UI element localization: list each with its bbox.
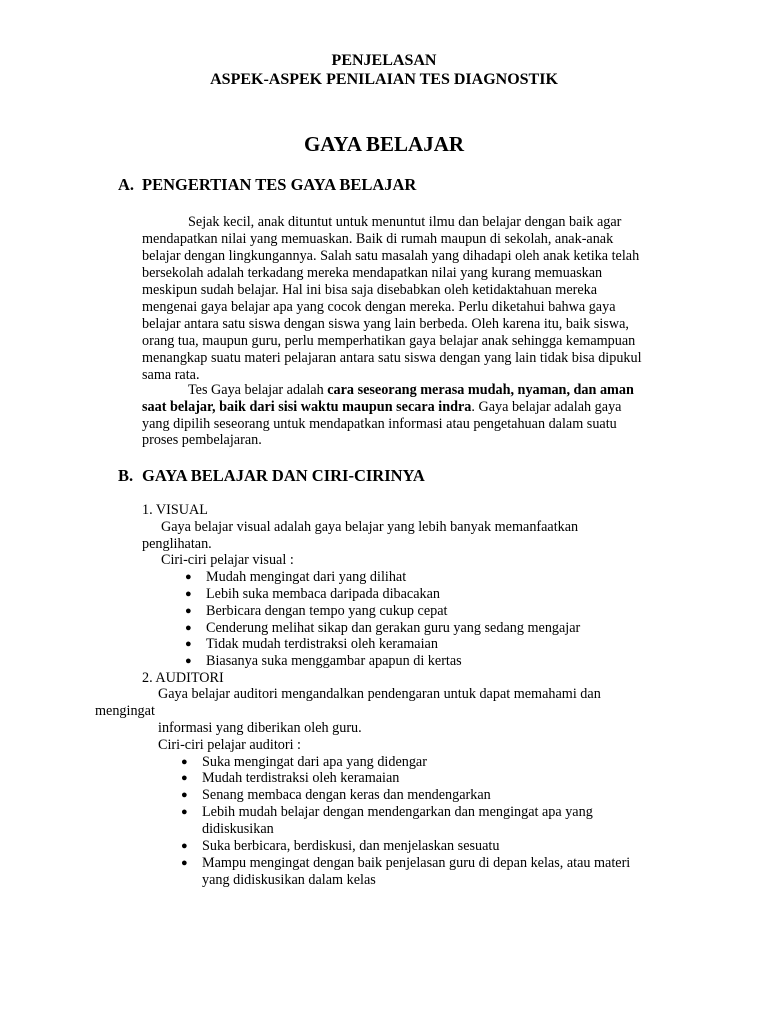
paragraph-a1-line: belajar dengan lingkungannya. Salah satu masalah yang dihadapi oleh anak ketika telah bbox=[142, 248, 640, 264]
paragraph-a1-line: bersekolah adalah terkadang mereka mendapatkan nilai yang kurang memuaskan bbox=[142, 265, 603, 281]
section-b-letter: B. bbox=[118, 466, 134, 485]
section-b-title: GAYA BELAJAR DAN CIRI-CIRINYA bbox=[142, 466, 425, 485]
list-item-continuation: yang didiskusikan dalam kelas bbox=[202, 872, 376, 888]
section-a-letter: A. bbox=[118, 175, 135, 194]
paragraph-a1-line: sama rata. bbox=[142, 367, 200, 383]
auditori-ciri-label: Ciri-ciri pelajar auditori : bbox=[158, 737, 302, 753]
paragraph-a1-line: meskipun sudah belajar. Hal ini bisa saja disebabkan oleh ketidaktahuan mereka bbox=[142, 282, 598, 298]
visual-desc-line-1: Gaya belajar visual adalah gaya belajar yang lebih banyak memanfaatkan bbox=[161, 519, 579, 535]
paragraph-a2-line-4: proses pembelajaran. bbox=[142, 432, 262, 448]
paragraph-a1-line: menangkap suatu materi pelajaran antara satu siswa dengan yang lain tidak bisa dipukul bbox=[142, 350, 642, 366]
bullet-icon: ● bbox=[185, 638, 192, 650]
paragraph-a1-line: orang tua, maupun guru, perlu memperhatikan gaya belajar anak sehingga kemampuan bbox=[142, 333, 636, 349]
paragraph-a1-line: mengenai gaya belajar apa yang cocok dengan mereka. Perlu diketahui bahwa gaya bbox=[142, 299, 616, 315]
list-item-continuation: didiskusikan bbox=[202, 821, 274, 837]
paragraph-a2-line-2 bbox=[142, 399, 621, 416]
bullet-icon: ● bbox=[181, 756, 188, 768]
paragraph-a2-rest: . Gaya belajar adalah gaya bbox=[471, 399, 622, 415]
bullet-icon: ● bbox=[181, 806, 188, 818]
visual-ciri-label: Ciri-ciri pelajar visual : bbox=[161, 552, 294, 568]
auditori-desc-line-1: Gaya belajar auditori mengandalkan pendengaran untuk dapat memahami dan bbox=[158, 686, 601, 702]
document-page: PENJELASAN ASPEK-ASPEK PENILAIAN TES DIAGNOSTIK GAYA BELAJAR A. PENGERTIAN TES GAYA BELAJAR Sejak kecil, anak dituntut untuk menuntut ilmu dan belajar dengan baik agar mendapatkan nilai yang memuaskan. Baik di rumah maupun di sekolah, anak-anak belajar dengan lingkungannya. Salah satu masalah yang dihadapi oleh anak ketika telah bersekolah adalah terkadang mereka mendapatkan nilai yang kurang memuaskan meskipun sudah belajar. Hal ini bisa saja disebabkan oleh ketidaktahuan mereka mengenai gaya belajar apa yang cocok dengan mereka. Perlu diketahui bahwa gaya belajar antara satu siswa dengan siswa yang lain berbeda. Oleh karena itu, baik siswa, orang tua, maupun guru, perlu memperhatikan gaya belajar anak sehingga kemampuan menangkap suatu materi pelajaran antara satu siswa dengan yang lain tidak bisa dipukul sama rata. Tes Gaya belajar adalah cara seseorang merasa mudah, nyaman, dan aman saat belajar, baik dari sisi waktu maupun secara indra. Gaya belajar adalah gaya yang dipilih seseorang untuk mendapatkan informasi atau pengetahuan dalam suatu proses pembelajaran. B. GAYA BELAJAR DAN CIRI-CIRINYA 1. VISUAL Gaya belajar visual adalah gaya belajar yang lebih banyak memanfaatkan penglihatan. Ciri-ciri pelajar visual : ● Mudah mengingat dari yang dilihat ● Lebih suka membaca daripada dibacakan ● Berbicara dengan tempo yang cukup cepat ● Cenderung melihat sikap dan gerakan guru yang sedang mengajar ● Tidak mudah terdistraksi oleh keramaian ● Biasanya suka menggambar apapun di kertas 2. AUDITORI Gaya belajar auditori mengandalkan pendengaran untuk dapat memahami dan mengingat informasi yang diberikan oleh guru. Ciri-ciri pelajar auditori : ● Suka mengingat dari apa yang didengar ● Mudah terdistraksi oleh keramaian ● Senang membaca dengan keras dan mendengarkan ● Lebih mudah belajar dengan mendengarkan dan mengingat apa yang didiskusikan ● Suka berbicara, berdiskusi, dan menjelaskan sesuatu ● Mampu mengingat dengan baik penjelasan guru di depan kelas, atau materi yang didiskusikan dalam kelas bbox=[0, 0, 768, 1024]
header-line-1: PENJELASAN bbox=[331, 52, 437, 69]
bullet-icon: ● bbox=[185, 655, 192, 667]
bullet-icon: ● bbox=[185, 605, 192, 617]
paragraph-a1-line: belajar antara satu siswa dengan siswa yang lain berbeda. Oleh karena itu, baik siswa, bbox=[142, 316, 629, 332]
paragraph-a1-line: mendapatkan nilai yang memuaskan. Baik di rumah maupun di sekolah, anak-anak bbox=[142, 231, 614, 247]
paragraph-a2-bold-2: saat belajar, baik dari sisi waktu maupun secara indra bbox=[142, 399, 472, 415]
auditori-desc-line-3: informasi yang diberikan oleh guru. bbox=[158, 720, 362, 736]
bullet-icon: ● bbox=[185, 588, 192, 600]
bullet-icon: ● bbox=[181, 857, 188, 869]
paragraph-a2-line-1 bbox=[188, 382, 634, 399]
paragraph-a2-line-3: yang dipilih seseorang untuk mendapatkan informasi atau pengetahuan dalam suatu bbox=[142, 416, 617, 432]
visual-desc-line-2: penglihatan. bbox=[142, 536, 212, 552]
bullet-icon: ● bbox=[185, 571, 192, 583]
bullet-icon: ● bbox=[181, 840, 188, 852]
auditori-desc-line-2: mengingat bbox=[95, 703, 155, 719]
bullet-icon: ● bbox=[181, 789, 188, 801]
bullet-icon: ● bbox=[185, 622, 192, 634]
header-line-2: ASPEK-ASPEK PENILAIAN TES DIAGNOSTIK bbox=[210, 71, 558, 88]
section-a-title: PENGERTIAN TES GAYA BELAJAR bbox=[142, 175, 417, 194]
page-title: GAYA BELAJAR bbox=[303, 132, 465, 156]
paragraph-a2-start: Tes Gaya belajar adalah bbox=[188, 382, 328, 398]
visual-title: 1. VISUAL bbox=[142, 502, 208, 518]
auditori-title: 2. AUDITORI bbox=[142, 670, 224, 686]
paragraph-a2-bold-1: cara seseorang merasa mudah, nyaman, dan aman bbox=[327, 382, 634, 398]
bullet-icon: ● bbox=[181, 772, 188, 784]
paragraph-a1-line: Sejak kecil, anak dituntut untuk menuntut ilmu dan belajar dengan baik agar bbox=[188, 214, 622, 230]
